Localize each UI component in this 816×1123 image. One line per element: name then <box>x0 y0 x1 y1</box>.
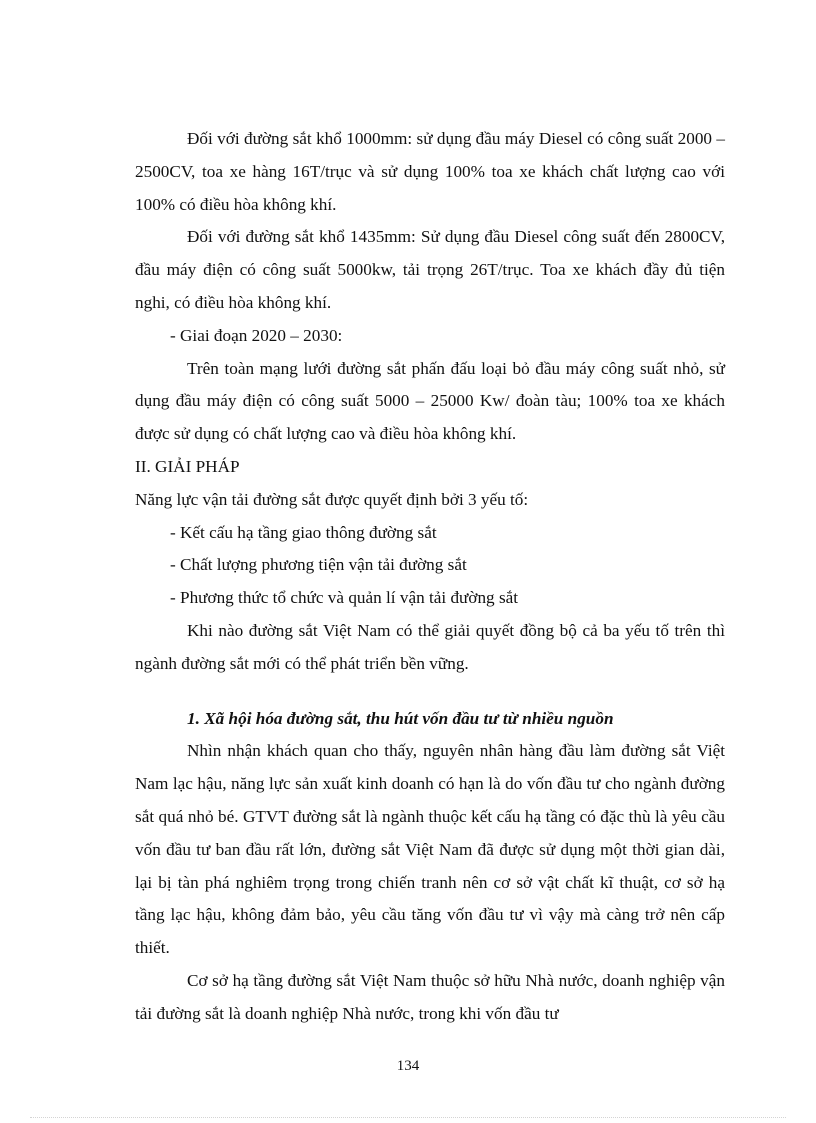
list-item-factor-infrastructure: - Kết cấu hạ tầng giao thông đường sắt <box>170 522 437 542</box>
paragraph-factors-intro: Năng lực vận tải đường sắt được quyết định bởi 3 yếu tố: <box>135 489 529 509</box>
page-bottom-divider <box>30 1117 786 1118</box>
paragraph-investment-capital: Nhìn nhận khách quan cho thấy, nguyên nhân hàng đầu làm đường sắt Việt Nam lạc hậu, năng lực sản xuất kinh doanh có hạn là do vốn đầu tư cho ngành đường sắt quá nhỏ bé. GTVT đường sắt là ngành thuộc kết cấu hạ tầng có đặc thù là yêu cầu vốn đầu tư ban đầu rất lớn, đường sắt Việt Nam đã được sử dụng một thời gian dài, lại bị tàn phá nghiêm trọng trong chiến tranh nên cơ sở vật chất kĩ thuật, cơ sở hạ tầng lạc hậu, không đảm bảo, yêu cầu tăng vốn đầu tư vì vậy mà càng trở nên cấp thiết. <box>135 741 725 958</box>
page-body <box>135 123 725 1031</box>
list-item-factor-organization: - Phương thức tổ chức và quản lí vận tải đường sắt <box>170 588 519 608</box>
paragraph-sustainable-development: Khi nào đường sắt Việt Nam có thể giải quyết đồng bộ cả ba yếu tố trên thì ngành đường sắt mới có thể phát triển bền vững. <box>135 620 725 673</box>
paragraph-2020-2030-plan: Trên toàn mạng lưới đường sắt phấn đấu loại bỏ đầu máy công suất nhỏ, sử dụng đầu máy điện có công suất 5000 – 25000 Kw/ đoàn tàu; 100% toa xe khách được sử dụng có chất lượng cao và điều hòa không khí. <box>135 358 725 444</box>
paragraph-1000mm-gauge: Đối với đường sắt khổ 1000mm: sử dụng đầu máy Diesel có công suất 2000 – 2500CV, toa xe hàng 16T/trục và sử dụng 100% toa xe khách chất lượng cao với 100% có điều hòa không khí. <box>135 129 725 214</box>
list-item-factor-vehicles: - Chất lượng phương tiện vận tải đường sắt <box>170 555 467 575</box>
stage-label-2020-2030: - Giai đoạn 2020 – 2030: <box>170 325 343 345</box>
subheading-socialization: 1. Xã hội hóa đường sắt, thu hút vốn đầu tư từ nhiều nguồn <box>187 708 614 728</box>
page-number: 134 <box>396 1058 420 1074</box>
section-heading-solutions: II. GIẢI PHÁP <box>135 456 240 476</box>
paragraph-1435mm-gauge: Đối với đường sắt khổ 1435mm: Sử dụng đầu Diesel công suất đến 2800CV, đầu máy điện có công suất 5000kw, tải trọng 26T/trục. Toa xe khách đầy đủ tiện nghi, có điều hòa không khí. <box>135 227 725 312</box>
paragraph-state-ownership: Cơ sở hạ tầng đường sắt Việt Nam thuộc sở hữu Nhà nước, doanh nghiệp vận tải đường sắt là doanh nghiệp Nhà nước, trong khi vốn đầu tư <box>135 970 725 1023</box>
